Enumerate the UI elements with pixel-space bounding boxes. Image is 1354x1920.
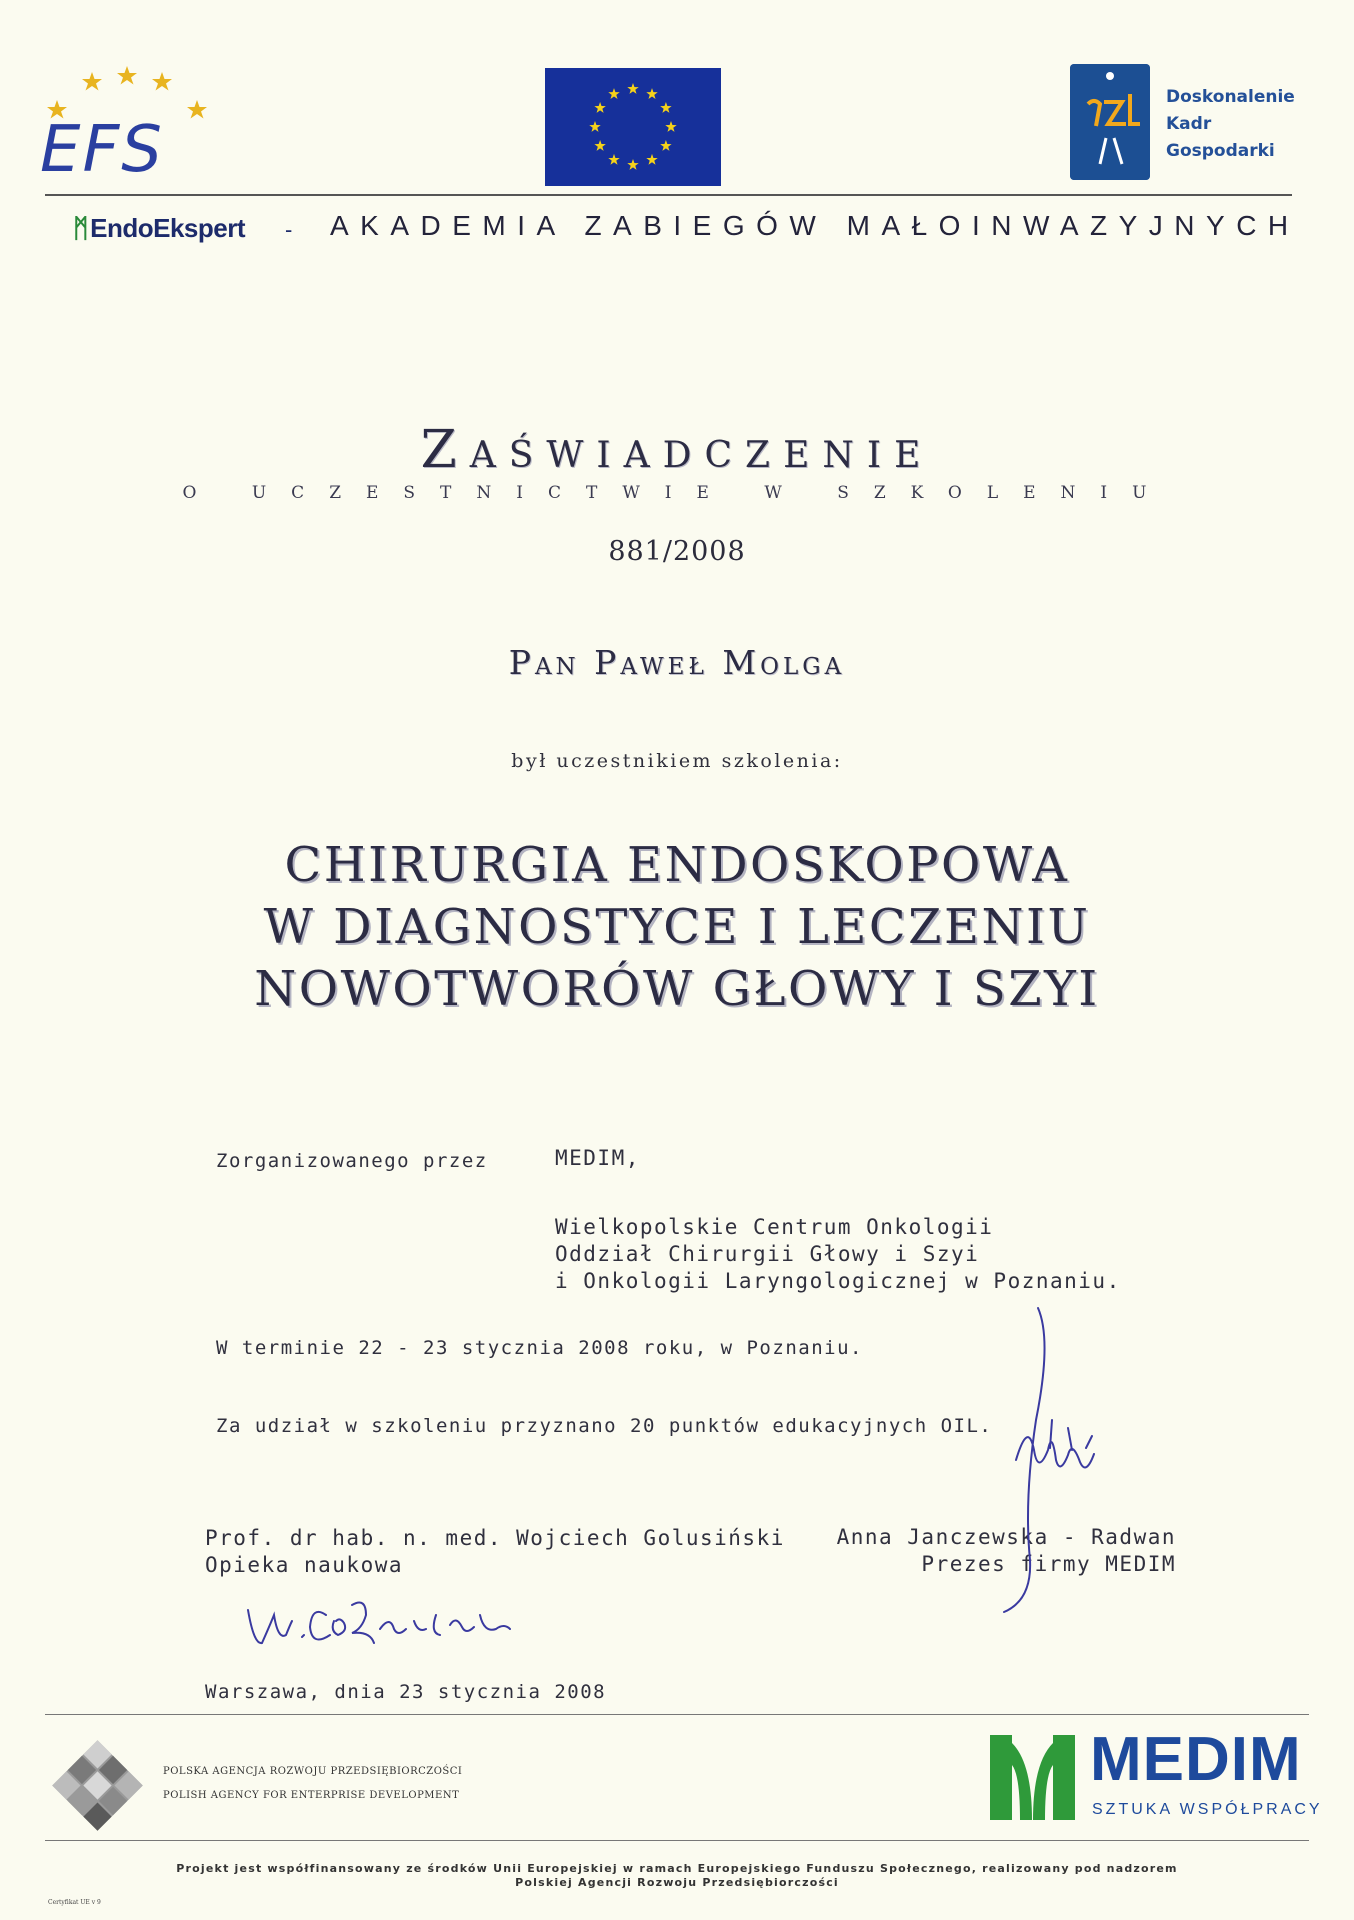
institution-line-2: Oddział Chirurgii Głowy i Szyi [555,1242,980,1266]
funding-note [0,1862,1354,1890]
participation-text: był uczestnikiem szkolenia: [511,750,843,772]
certificate-title: Zaświadczenie [420,420,934,480]
dkg-logo-icon [1070,64,1150,180]
parp-name [163,1760,462,1808]
signature-left-icon [240,1585,620,1665]
academy-name: AKADEMIA ZABIEGÓW MAŁOINWAZYJNYCH [330,210,1300,241]
recipient-name: Pan Paweł Molga [508,643,846,682]
medim-tagline: SZTUKA WSPÓŁPRACY [1092,1801,1323,1818]
course-title [0,834,1354,1020]
efs-logo: EFS [40,113,164,187]
parp-name-en: POLISH AGENCY FOR ENTERPRISE DEVELOPMENT [163,1790,460,1801]
parp-name-pl: POLSKA AGENCJA ROZWOJU PRZEDSIĘBIORCZOŚCI [163,1766,463,1777]
dkg-line-2: Kadr [1166,114,1212,134]
certificate-subtitle: O UCZESTNICTWIE W SZKOLENIU [182,483,1172,503]
course-line-2: W DIAGNOSTYCE I LECZENIU [263,899,1091,955]
signer-left-role: Opieka naukowa [205,1553,404,1577]
medim-name: MEDIM [1090,1725,1302,1794]
training-dates: W terminie 22 - 23 stycznia 2008 roku, w Poznaniu. [216,1337,863,1359]
medim-logo-icon [990,1735,1075,1820]
institution-line-3: i Onkologii Laryngologicznej w Poznaniu. [555,1269,1121,1293]
certificate-number: 881/2008 [608,536,746,567]
endoekspert-mark-icon: ᛗ [73,213,89,243]
parp-logo-icon [50,1738,145,1833]
signer-left-name: Prof. dr hab. n. med. Wojciech Golusiński [205,1526,785,1550]
course-line-3: NOWOTWORÓW GŁOWY I SZYI [254,961,1100,1017]
dkg-line-1: Doskonalenie [1166,87,1295,107]
dkg-program-name [1166,84,1295,165]
course-line-1: CHIRURGIA ENDOSKOPOWA [284,837,1070,893]
funding-line-2: Polskiej Agencji Rozwoju Przedsiębiorczości [515,1876,839,1889]
signer-left [205,1525,785,1579]
eu-flag-icon [545,68,721,186]
signature-right-icon [990,1300,1130,1620]
organized-by-label: Zorganizowanego przez [216,1150,488,1172]
footer-divider-top [45,1714,1309,1715]
endoekspert-name: EndoEkspert [90,213,245,243]
endoekspert-logo [73,213,245,244]
signer-right-role: Prezes firmy MEDIM [921,1552,1176,1576]
efs-stars-icon [40,60,220,120]
funding-line-1: Projekt jest współfinansowany ze środków Unii Europejskiej w ramach Europejskiego Funduszu Społecznego, realizowany pod nadzorem [176,1862,1178,1875]
signer-right-name: Anna Janczewska - Radwan [836,1525,1176,1549]
header-divider [45,194,1292,196]
dkg-line-3: Gospodarki [1166,141,1275,161]
certificate-code: Certyfikat UE v 9 [48,1899,101,1906]
footer-divider-bottom [45,1840,1309,1841]
institution-line-1: Wielkopolskie Centrum Onkologii [555,1215,994,1239]
place-and-date: Warszawa, dnia 23 stycznia 2008 [205,1681,607,1703]
education-points: Za udział w szkoleniu przyznano 20 punktów edukacyjnych OIL. [216,1415,993,1437]
organizer-name: MEDIM, [555,1146,640,1170]
institution-block [555,1214,1121,1295]
header-separator: - [285,217,293,242]
